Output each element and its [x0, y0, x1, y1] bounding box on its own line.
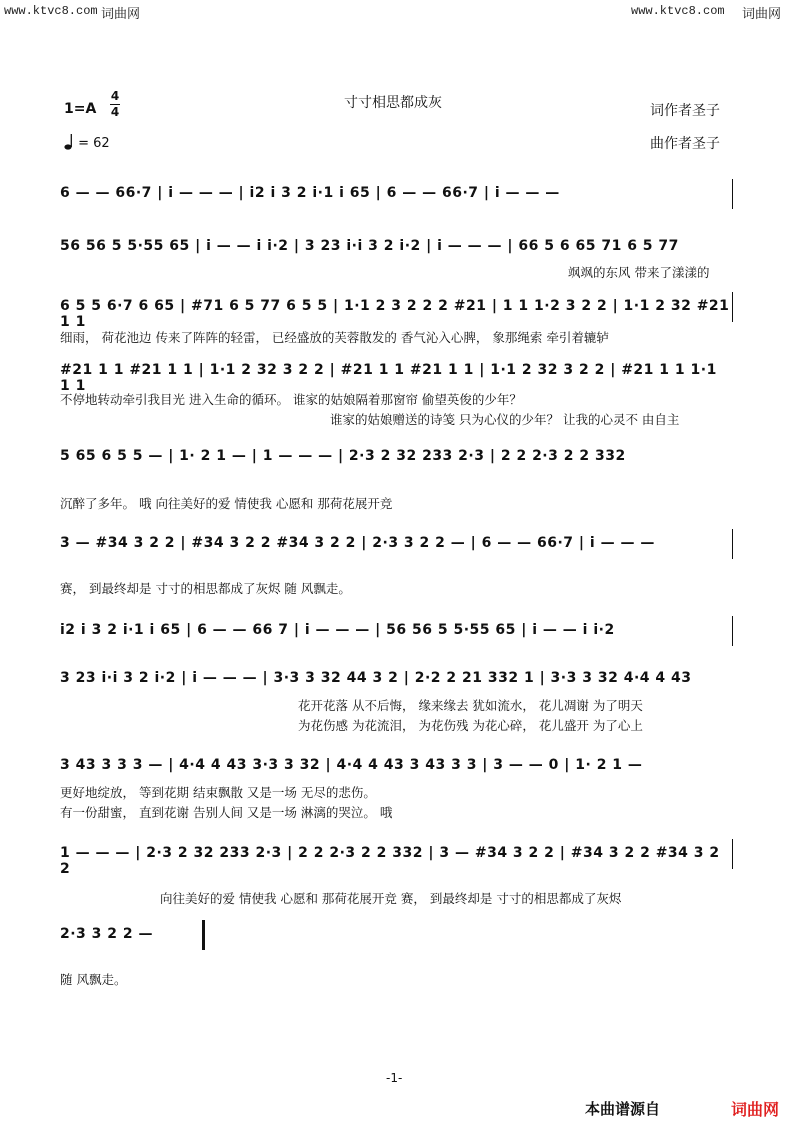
- lyrics-row-2: 飒飒的东风 带来了漾漾的: [568, 265, 710, 280]
- score-row-1: [60, 185, 732, 219]
- notes-row-10: 1 — — — | 2·3 2 32 233 2·3 | 2 2 2·3 2 2 332 | 3 — #34 3 2 2 | #34 3 2 2 #34 3 2 2: [60, 845, 720, 877]
- score-row-11: [60, 926, 732, 987]
- tempo-marking: [64, 133, 110, 151]
- score-row-9: [60, 757, 732, 820]
- lyricist-credit: 词作者圣子: [650, 103, 720, 119]
- lyrics-row-4-line-2: 谁家的姑娘赠送的诗笺 只为心仪的少年？ 让我的心灵不 由自主: [330, 412, 680, 427]
- final-barline: [202, 920, 205, 950]
- composer-credit: 曲作者圣子: [650, 136, 720, 152]
- lyrics-row-8-line-1: 花开花落 从不后悔， 缘来缘去 犹如流水， 花儿凋谢 为了明天: [298, 698, 643, 713]
- score-row-7: [60, 622, 732, 656]
- watermark-site-left: 词曲网: [101, 7, 141, 22]
- key-signature: 1=A: [64, 101, 97, 117]
- lyrics-row-3: 细雨， 荷花池边 传来了阵阵的轻雷， 已经盛放的芙蓉散发的 香气沁入心脾， 象那绳索 牵引着辘轳: [60, 330, 609, 345]
- notes-row-3: 6 5 5 6·7 6 65 | #71 6 5 77 6 5 5 | 1·1 2 3 2 2 2 #21 | 1 1 1·2 3 2 2 | 1·1 2 32 #21 1 1: [60, 298, 730, 330]
- lyrics-row-9-line-2: 有一份甜蜜， 直到花谢 告别人间 又是一场 淋漓的哭泣。 哦: [60, 805, 393, 820]
- notes-row-9: 3 43 3 3 3 — | 4·4 4 43 3·3 3 32 | 4·4 4 43 3 43 3 3 | 3 — — 0 | 1· 2 1 —: [60, 757, 643, 773]
- score-row-8: [60, 670, 732, 733]
- time-signature-bottom: 4: [110, 105, 120, 119]
- lyrics-row-6: 赛， 到最终却是 寸寸的相思都成了灰烬 随 风飘走。: [60, 581, 351, 596]
- lyrics-row-9-line-1: 更好地绽放， 等到花期 结束飘散 又是一场 无尽的悲伤。: [60, 785, 376, 800]
- notes-row-6: 3 — #34 3 2 2 | #34 3 2 2 #34 3 2 2 | 2·3 3 2 2 — | 6 — — 66·7 | i — — —: [60, 535, 655, 551]
- watermark-url-right: www.ktvc8.com: [631, 4, 725, 18]
- notes-row-2: 56 56 5 5·55 65 | i — — i i·2 | 3 23 i·i 3 2 i·2 | i — — — | 66 5 6 65 71 6 5 77: [60, 238, 679, 254]
- song-title: 寸寸相思都成灰: [344, 95, 442, 111]
- time-signature: [110, 90, 120, 119]
- notes-row-5: 5 65 6 5 5 — | 1· 2 1 — | 1 — — — | 2·3 2 32 233 2·3 | 2 2 2·3 2 2 332: [60, 448, 626, 464]
- notes-row-11: 2·3 3 2 2 —: [60, 926, 154, 942]
- watermark-url-left: www.ktvc8.com: [4, 4, 98, 18]
- score-row-3: [60, 298, 732, 345]
- time-signature-top: 4: [110, 89, 120, 103]
- watermark-site-right: 词曲网: [742, 7, 782, 22]
- footer-logo: 词曲网: [731, 1100, 780, 1119]
- score-row-10: [60, 845, 732, 906]
- score-row-6: [60, 535, 732, 596]
- lyrics-row-8-line-2: 为花伤感 为花流泪， 为花伤残 为花心碎， 花儿盛开 为了心上: [298, 718, 643, 733]
- lyrics-row-10: 向往美好的爱 情使我 心愿和 那荷花展开竞 赛， 到最终却是 寸寸的相思都成了灰烬: [160, 891, 622, 906]
- quarter-note-icon: [64, 133, 74, 151]
- lyrics-row-11: 随 风飘走。: [60, 972, 127, 987]
- lyrics-row-5: 沉醉了多年。 哦 向往美好的爱 情使我 心愿和 那荷花展开竞: [60, 496, 393, 511]
- lyrics-row-4-line-1: 不停地转动牵引我目光 进入生命的循环。 谁家的姑娘隔着那窗帘 偷望英俊的少年？: [60, 392, 522, 407]
- notes-row-8: 3 23 i·i 3 2 i·2 | i — — — | 3·3 3 32 44 3 2 | 2·2 2 21 332 1 | 3·3 3 32 4·4 4 43: [60, 670, 692, 686]
- notes-row-4: #21 1 1 #21 1 1 | 1·1 2 32 3 2 2 | #21 1 1 #21 1 1 | 1·1 2 32 3 2 2 | #21 1 1 1·1 1 1: [60, 362, 717, 394]
- notes-row-7: i2 i 3 2 i·1 i 65 | 6 — — 66 7 | i — — — | 56 56 5 5·55 65 | i — — i i·2: [60, 622, 615, 638]
- tempo-value: = 62: [78, 136, 110, 151]
- footer-source: 本曲谱源自: [585, 1100, 661, 1118]
- score-row-4: [60, 362, 732, 427]
- score-row-5: [60, 448, 732, 511]
- notes-row-1: 6 — — 66·7 | i — — — | i2 i 3 2 i·1 i 65 | 6 — — 66·7 | i — — —: [60, 185, 560, 201]
- score-row-2: [60, 238, 732, 280]
- page-number: -1-: [386, 1071, 403, 1085]
